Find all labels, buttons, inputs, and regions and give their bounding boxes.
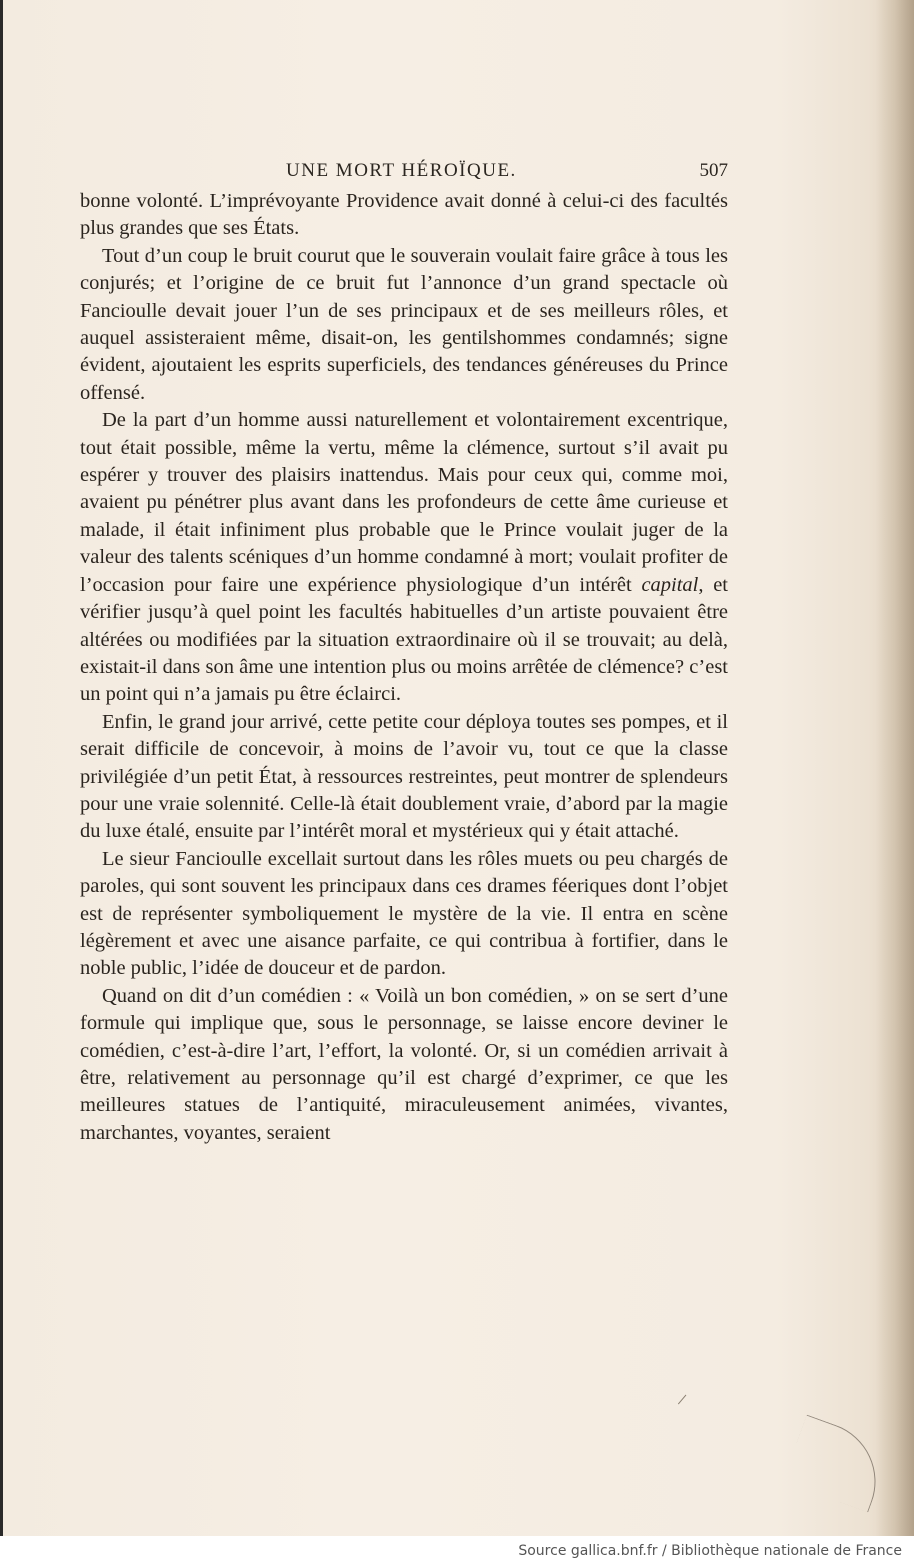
body-text: [80, 188, 728, 1147]
paragraph-text: Quand on dit d’un comédien : « Voilà un bon comédien, » on se sert d’une formule qui implique que, sous le personnage, se laisse encore deviner le comédien, c’est-à-dire l’art, l’effort, la volonté. Or, si un comédien arrivait à être, relativement au personnage qu’il est chargé d’exprimer, ce que les meilleures statues de l’antiquité, miraculeusement animées, vivantes, marchantes, voyantes, seraient: [80, 984, 728, 1144]
paragraph-text: De la part d’un homme aussi naturellement et volontairement excentrique, tout était possible, même la vertu, même la clémence, surtout s’il avait pu espérer y trouver des plaisirs inattendus. Mais pour ceux qui, comme moi, avaient pu pénétrer plus avant dans les profondeurs de cette âme curieuse et malade, il était infiniment plus probable que le Prince voulait juger de la valeur des talents scéniques d’un homme condamné à mort; voulait profiter de l’occasion pour faire une expérience physiologique d’un intérêt: [80, 409, 728, 596]
paragraph: [80, 243, 728, 407]
paragraph-text: , et vérifier jusqu’à quel point les facultés habituelles d’un artiste pouvaient être altérées ou modifiées par la situation extraordinaire où il se trouvait; au delà, existait-il dans son âme une intention plus ou moins arrêtée de clémence? c’est un point qui n’a jamais pu être éclairci.: [80, 573, 728, 706]
scan-border: [0, 0, 3, 1536]
page-edge-shadow: [876, 0, 914, 1536]
paragraph: [80, 407, 728, 708]
running-title: UNE MORT HÉROÏQUE.: [286, 160, 517, 181]
paragraph: [80, 846, 728, 983]
paragraph: [80, 709, 728, 846]
paragraph: [80, 188, 728, 243]
pencil-mark: [678, 1395, 697, 1414]
paragraph-text: Le sieur Fancioulle excellait surtout dans les rôles muets ou peu chargés de paroles, qui sont souvent les principaux dans ces drames féeriques dont l’objet est de représenter symboliquement le mystère de la vie. Il entra en scène légèrement et avec une aisance parfaite, ce qui contribua à fortifier, dans le noble public, l’idée de douceur et de pardon.: [80, 847, 728, 980]
paragraph-text: Enfin, le grand jour arrivé, cette petite cour déploya toutes ses pompes, et il serait difficile de concevoir, à moins de l’avoir vu, tout ce que la classe privilégiée d’un petit État, à ressources restreintes, peut montrer de splendeurs pour une vraie solennité. Celle-là était doublement vraie, d’abord par la magie du luxe étalé, ensuite par l’intérêt moral et mystérieux qui y était attaché.: [80, 710, 728, 843]
running-head: [80, 160, 728, 186]
page-number: 507: [699, 160, 728, 181]
paragraph: [80, 983, 728, 1147]
italic-text: capital: [641, 573, 699, 596]
paragraph-text: bonne volonté. L’imprévoyante Providence avait donné à celui-ci des facultés plus grandes que ses États.: [80, 190, 728, 240]
paragraph-text: Tout d’un coup le bruit courut que le souverain voulait faire grâce à tous les conjurés; et l’origine de ce bruit fut l’annonce d’un grand spectacle où Fancioulle devait jouer l’un de ses principaux et de ses meilleurs rôles, et auquel assisteraient même, disait-on, les gentilshommes condamnés; signe évident, ajoutaient les esprits superficiels, des tendances généreuses du Prince offensé.: [80, 244, 728, 404]
footer-bar: [0, 1536, 914, 1566]
source-credit: Source gallica.bnf.fr / Bibliothèque nationale de France: [518, 1543, 902, 1559]
